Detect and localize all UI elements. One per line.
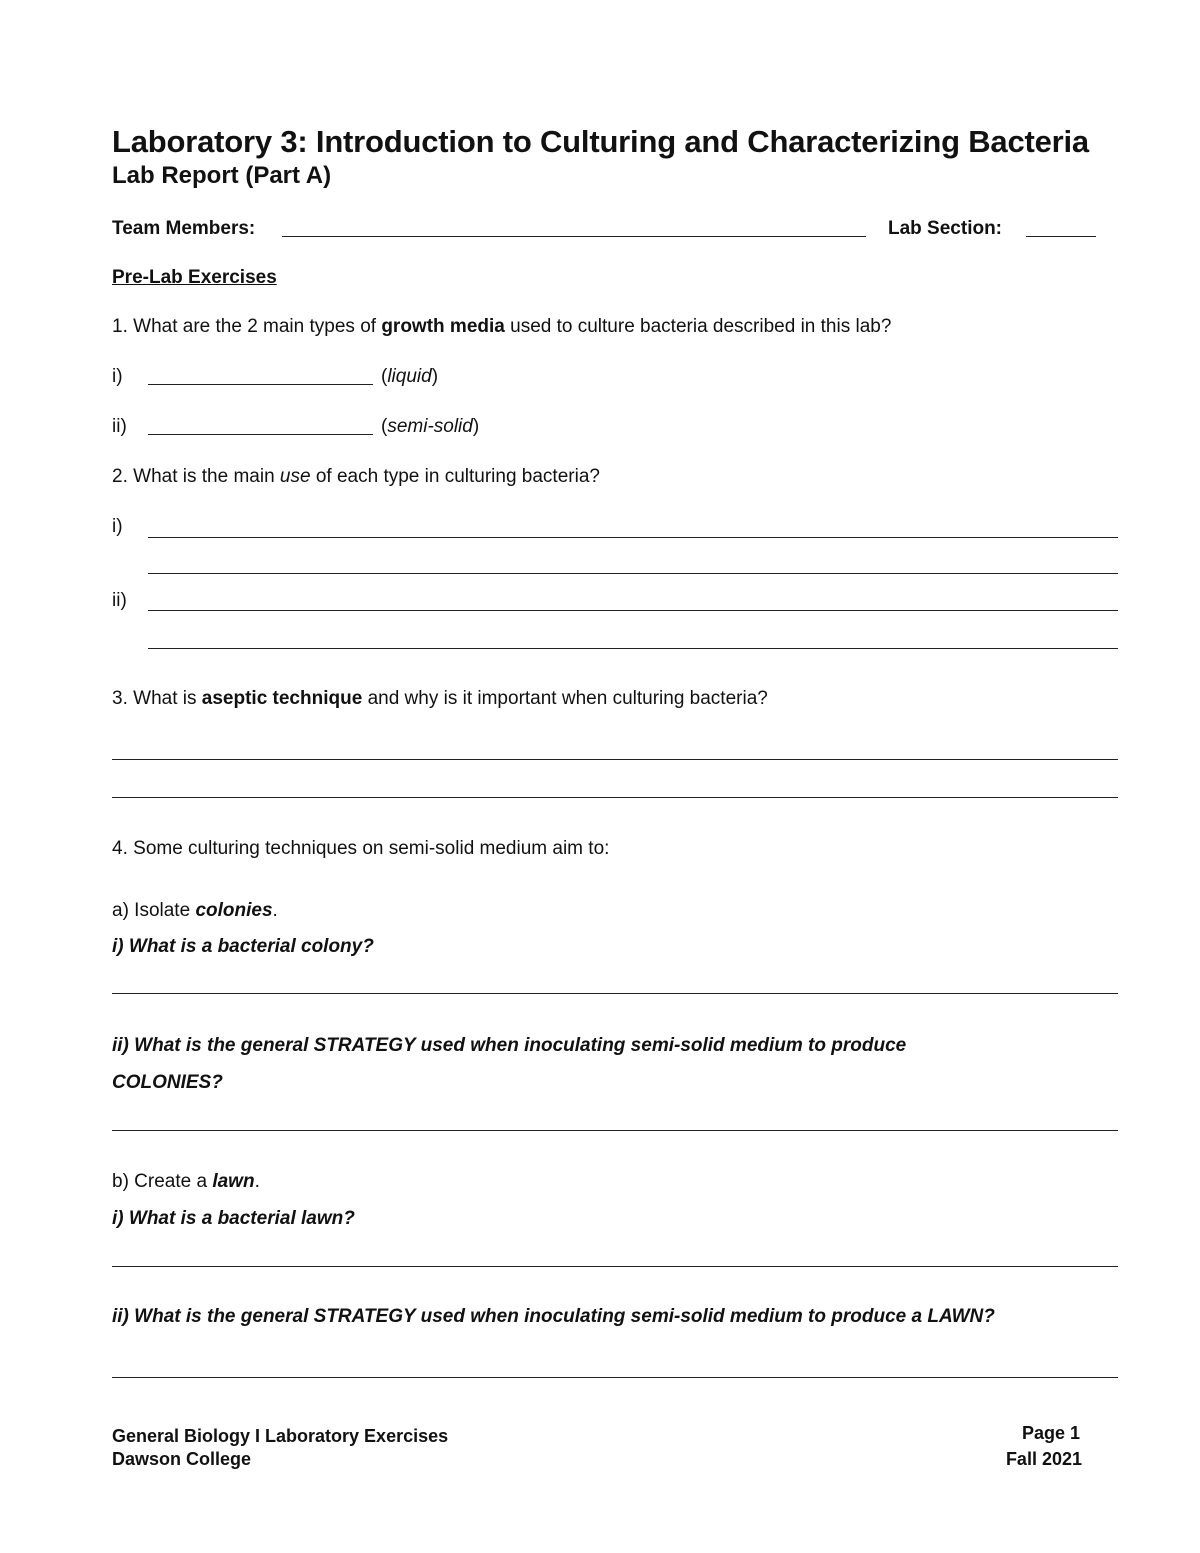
q4b-i-question: i) What is a bacterial lawn? (112, 1208, 355, 1229)
q4a-ii-answer-field[interactable] (112, 1130, 1118, 1131)
q3-answer-field-2[interactable] (112, 797, 1118, 798)
team-members-label: Team Members: (112, 218, 256, 239)
footer-course: General Biology I Laboratory Exercises (112, 1426, 449, 1446)
q1-item-ii-marker: ii) (112, 416, 127, 437)
question-2-keyword: use (279, 466, 311, 487)
q2-item-ii-field-2[interactable] (148, 648, 1118, 649)
question-3-text-pre: What is (133, 688, 197, 709)
q1-item-ii-field[interactable] (148, 434, 373, 435)
prelab-heading: Pre-Lab Exercises (112, 267, 277, 288)
q4b-ii-answer-field[interactable] (112, 1377, 1118, 1378)
question-1-keyword: growth media (381, 316, 505, 337)
footer-page-number: Page 1 (1021, 1423, 1080, 1443)
q4a-keyword: colonies (195, 900, 273, 921)
question-1 (112, 316, 891, 338)
footer-term: Fall 2021 (1005, 1449, 1082, 1469)
question-3 (112, 688, 768, 710)
question-2-text-pre: What is the main (133, 466, 275, 487)
q4b-i-answer-field[interactable] (112, 1266, 1118, 1267)
q4a-i-question: i) What is a bacterial colony? (112, 936, 374, 957)
q2-item-i-field-2[interactable] (148, 573, 1118, 574)
q2-item-i-field-1[interactable] (148, 537, 1118, 538)
question-2-number: 2. (112, 466, 128, 487)
q3-answer-field-1[interactable] (112, 759, 1118, 760)
footer-college: Dawson College (112, 1449, 252, 1469)
question-2-text-post: of each type in culturing bacteria? (315, 466, 600, 487)
lab-section-field[interactable] (1026, 236, 1096, 237)
q1-item-i-hint: (liquid) (381, 366, 439, 387)
q2-item-ii-marker: ii) (112, 590, 127, 611)
q4b-keyword: lawn (212, 1171, 255, 1192)
lab-section-label: Lab Section: (888, 218, 1003, 239)
q4b-ii-question: ii) What is the general STRATEGY used when inoculating semi-solid medium to produce a LAWN? (112, 1306, 995, 1327)
page-subtitle: Lab Report (Part A) (112, 162, 332, 189)
question-1-number: 1. (112, 316, 128, 337)
question-4-number: 4. (112, 838, 128, 859)
question-1-text-pre: What are the 2 main types of (133, 316, 377, 337)
question-3-text-post: and why is it important when culturing bacteria? (367, 688, 768, 709)
question-4 (112, 838, 609, 860)
q4a-i-answer-field[interactable] (112, 993, 1118, 994)
page-title: Laboratory 3: Introduction to Culturing and Characterizing Bacteria (112, 124, 1089, 159)
question-3-keyword: aseptic technique (201, 688, 363, 709)
question-4-text: Some culturing techniques on semi-solid medium aim to: (133, 838, 610, 859)
team-members-field[interactable] (282, 236, 866, 237)
q1-item-ii-hint: (semi-solid) (381, 416, 480, 437)
question-2 (112, 466, 600, 488)
q4a-prompt: a) Isolate colonies. (112, 900, 278, 921)
q4b-prompt: b) Create a lawn. (112, 1171, 260, 1192)
q2-item-i-marker: i) (112, 516, 123, 537)
q1-item-i-field[interactable] (148, 384, 373, 385)
q1-item-i-marker: i) (112, 366, 123, 387)
q2-item-ii-field-1[interactable] (148, 610, 1118, 611)
question-3-number: 3. (112, 688, 128, 709)
question-1-text-post: used to culture bacteria described in this lab? (510, 316, 892, 337)
q4a-ii-question-line-1: ii) What is the general STRATEGY used when inoculating semi-solid medium to produce (112, 1035, 907, 1056)
q4a-ii-question-line-2: COLONIES? (112, 1072, 223, 1093)
